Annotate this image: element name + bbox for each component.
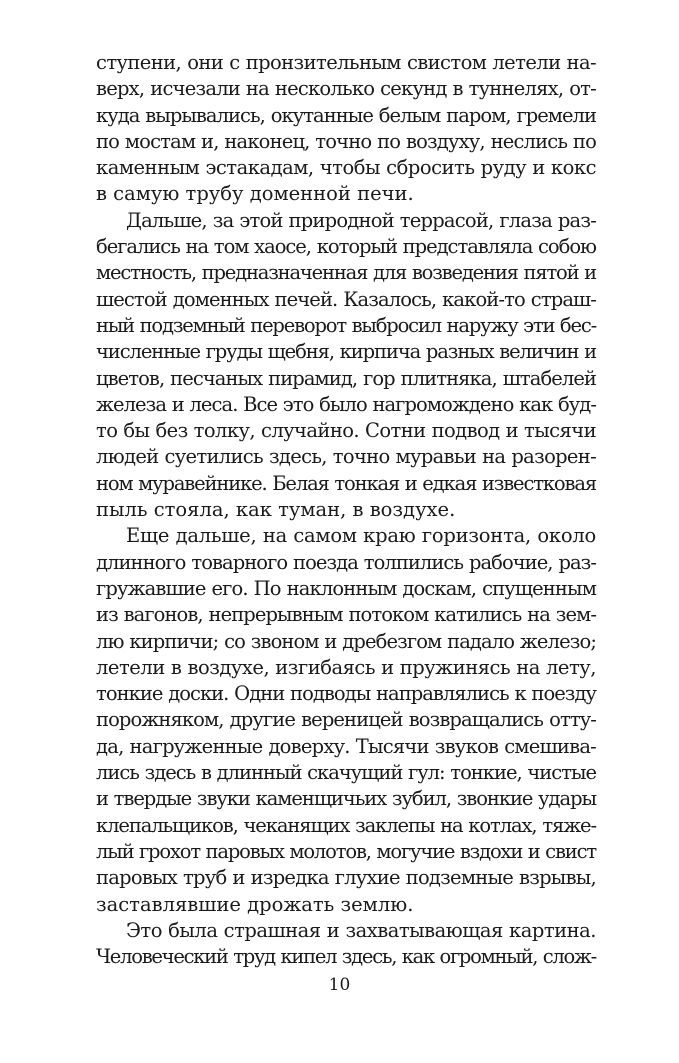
text-line: Человеческий труд кипел здесь, как огромный, слож- [96,945,596,969]
text-line: паровых труб и изредка глухие подземные взрывы, [96,866,596,890]
text-line: бегались на том хаосе, который представляла собою [96,235,596,259]
text-line: клепальщиков, чеканящих заклепы на котлах, тяже- [96,813,596,837]
text-line: тонкие доски. Одни подводы направлялись к поезду [96,682,596,706]
paragraph [96,523,596,917]
text-line: железа и леса. Все это было нагромождено как буд- [96,392,596,416]
text-line: порожняком, другие вереницей возвращались отту- [96,708,596,732]
text-line: в самую трубу доменной печи. [96,182,414,206]
text-line: лый грохот паровых молотов, могучие вздохи и свист [96,839,596,863]
text-line: лю кирпичи; со звоном и дребезгом падало железо; [96,629,596,653]
text-line: лись здесь в длинный скачущий гул: тонкие, чистые [96,761,596,785]
text-line: из вагонов, непрерывным потоком катились на зем- [96,603,596,627]
text-line: каменным эстакадам, чтобы сбросить руду и кокс [96,156,596,180]
text-line: Это была страшная и захватывающая картина. [126,918,596,942]
text-line: верх, исчезали на несколько секунд в туннелях, от- [96,77,596,101]
text-line: ном муравейнике. Белая тонкая и едкая известковая [96,471,596,495]
text-line: и твердые звуки каменщичьих зубил, звонкие удары [96,787,596,811]
text-line: куда вырывались, окутанные белым паром, гремели [96,103,596,127]
page-number: 10 [328,975,351,995]
text-line: пыль стояла, как туман, в воздухе. [96,498,456,522]
text-line: численные груды щебня, кирпича разных величин и [96,340,596,364]
paragraph [96,50,596,208]
text-line: местность, предназначенная для возведения пятой и [96,261,596,285]
book-page-text [96,50,596,970]
text-line: длинного товарного поезда толпились рабочие, раз- [96,550,596,574]
paragraph [96,208,596,524]
text-line: людей суетились здесь, точно муравьи на разорен- [96,445,596,469]
text-line: летели в воздухе, изгибаясь и пружинясь на лету, [96,655,596,679]
paragraph [96,918,596,971]
text-line: ступени, они с пронзительным свистом летели на- [96,51,596,74]
text-line: заставлявшие дрожать землю. [96,892,414,916]
text-line: цветов, песчаных пирамид, гор плитняка, штабелей [96,366,596,390]
text-line: да, нагруженные доверху. Тысячи звуков смешива- [96,734,596,758]
text-line: то бы без толку, случайно. Сотни подвод и тысячи [96,419,596,443]
text-line: Дальше, за этой природной террасой, глаза раз- [126,208,596,232]
text-line: гружавшие его. По наклонным доскам, спущенным [96,576,596,600]
text-line: шестой доменных печей. Казалось, какой-то страш- [96,287,596,311]
text-line: Еще дальше, на самом краю горизонта, около [126,524,596,548]
text-line: по мостам и, наконец, точно по воздуху, неслись по [96,129,596,153]
text-line: ный подземный переворот выбросил наружу эти бес- [96,313,596,337]
